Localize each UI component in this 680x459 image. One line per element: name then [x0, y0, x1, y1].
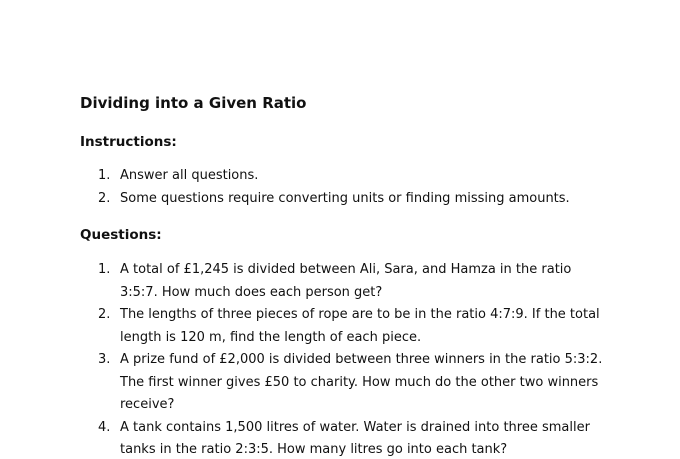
instruction-number: 2. [98, 190, 111, 206]
question-item [0, 417, 610, 459]
instruction-item [0, 188, 610, 211]
instructions-heading: Instructions: [80, 134, 177, 150]
instruction-text: Answer all questions. [120, 168, 259, 183]
question-number: 4. [98, 419, 111, 435]
question-item [0, 259, 610, 304]
page-title: Dividing into a Given Ratio [80, 94, 307, 112]
instructions-list [0, 165, 610, 210]
instruction-text: Some questions require converting units or finding missing amounts. [120, 190, 570, 206]
questions-heading: Questions: [80, 227, 162, 243]
question-text: The lengths of three pieces of rope are to be in the ratio 4:7:9. If the total length is 120 m, find the length of each piece. [120, 307, 600, 345]
question-text: A prize fund of £2,000 is divided between three winners in the ratio 5:3:2. The first winner gives £50 to charity. How much do the other two winners receive? [120, 352, 603, 412]
instruction-number: 1. [98, 168, 111, 183]
question-text: A tank contains 1,500 litres of water. Water is drained into three smaller tanks in the ratio 2:3:5. How many litres go into each tank? [120, 419, 590, 457]
question-text: A total of £1,245 is divided between Ali, Sara, and Hamza in the ratio 3:5:7. How much does each person get? [120, 262, 572, 300]
question-number: 3. [98, 352, 111, 367]
questions-list [0, 259, 610, 459]
question-item [0, 304, 610, 349]
question-number: 2. [98, 307, 111, 322]
question-number: 1. [98, 262, 111, 277]
instruction-item [0, 165, 610, 188]
question-item [0, 349, 610, 417]
